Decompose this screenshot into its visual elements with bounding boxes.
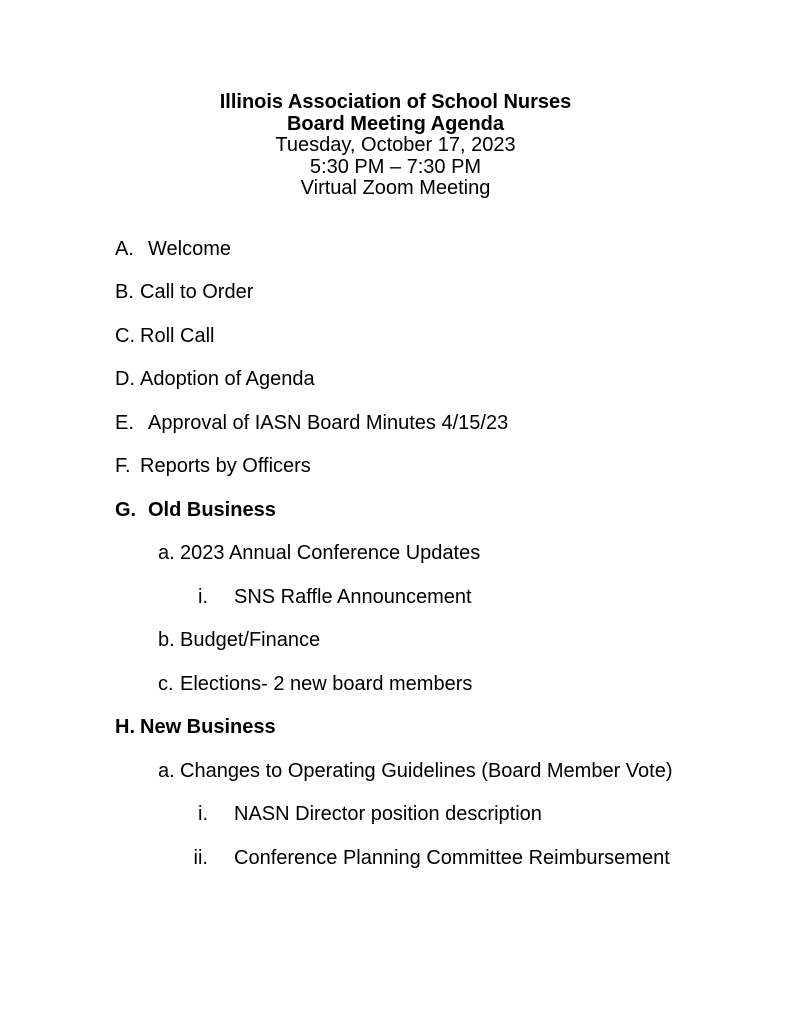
agenda-item [0, 412, 791, 434]
item-marker: a. [158, 759, 175, 782]
item-text: Welcome [148, 237, 231, 260]
item-marker: F. [115, 455, 131, 477]
agenda-item [0, 238, 791, 260]
item-marker: B. [115, 281, 134, 303]
agenda-item [0, 499, 791, 521]
item-marker: i. [198, 803, 208, 825]
item-marker: ii. [193, 846, 208, 869]
item-text: NASN Director position description [234, 803, 542, 825]
agenda-item [0, 760, 791, 782]
item-text: Elections- 2 new board members [180, 672, 473, 695]
agenda-item [0, 716, 791, 738]
agenda-item [0, 847, 791, 869]
item-text: Roll Call [140, 324, 215, 347]
item-text: New Business [140, 716, 276, 738]
document-subtitle: Board Meeting Agenda [286, 112, 505, 135]
item-marker: H. [115, 716, 135, 738]
agenda-item [0, 325, 791, 347]
item-marker: A. [115, 237, 134, 260]
item-text: Approval of IASN Board Minutes 4/15/23 [148, 411, 509, 434]
item-marker: E. [115, 411, 134, 434]
item-marker: b. [158, 629, 175, 651]
agenda-item [0, 803, 791, 825]
item-text: SNS Raffle Announcement [234, 585, 472, 608]
item-text: Conference Planning Committee Reimbursement [234, 846, 670, 869]
item-text: Reports by Officers [140, 455, 311, 477]
agenda-list [0, 238, 791, 869]
item-marker: D. [115, 368, 135, 390]
meeting-location: Virtual Zoom Meeting [300, 177, 491, 199]
item-text: Budget/Finance [180, 629, 321, 651]
item-marker: a. [158, 542, 175, 564]
item-text: Call to Order [140, 281, 254, 303]
meeting-date: Tuesday, October 17, 2023 [275, 134, 516, 156]
agenda-item [0, 368, 791, 390]
item-marker: G. [115, 498, 137, 521]
document-title: Illinois Association of School Nurses [219, 91, 572, 113]
agenda-item [0, 281, 791, 303]
agenda-item [0, 455, 791, 477]
agenda-item [0, 673, 791, 695]
agenda-item [0, 586, 791, 608]
item-text: 2023 Annual Conference Updates [180, 542, 481, 564]
item-marker: c. [158, 672, 174, 695]
item-marker: i. [198, 585, 208, 608]
item-text: Old Business [148, 498, 276, 521]
item-marker: C. [115, 324, 135, 347]
agenda-item [0, 629, 791, 651]
agenda-item [0, 542, 791, 564]
document-header [0, 0, 791, 200]
item-text: Adoption of Agenda [140, 368, 315, 390]
meeting-time: 5:30 PM – 7:30 PM [309, 155, 482, 178]
item-text: Changes to Operating Guidelines (Board Member Vote) [180, 759, 673, 782]
